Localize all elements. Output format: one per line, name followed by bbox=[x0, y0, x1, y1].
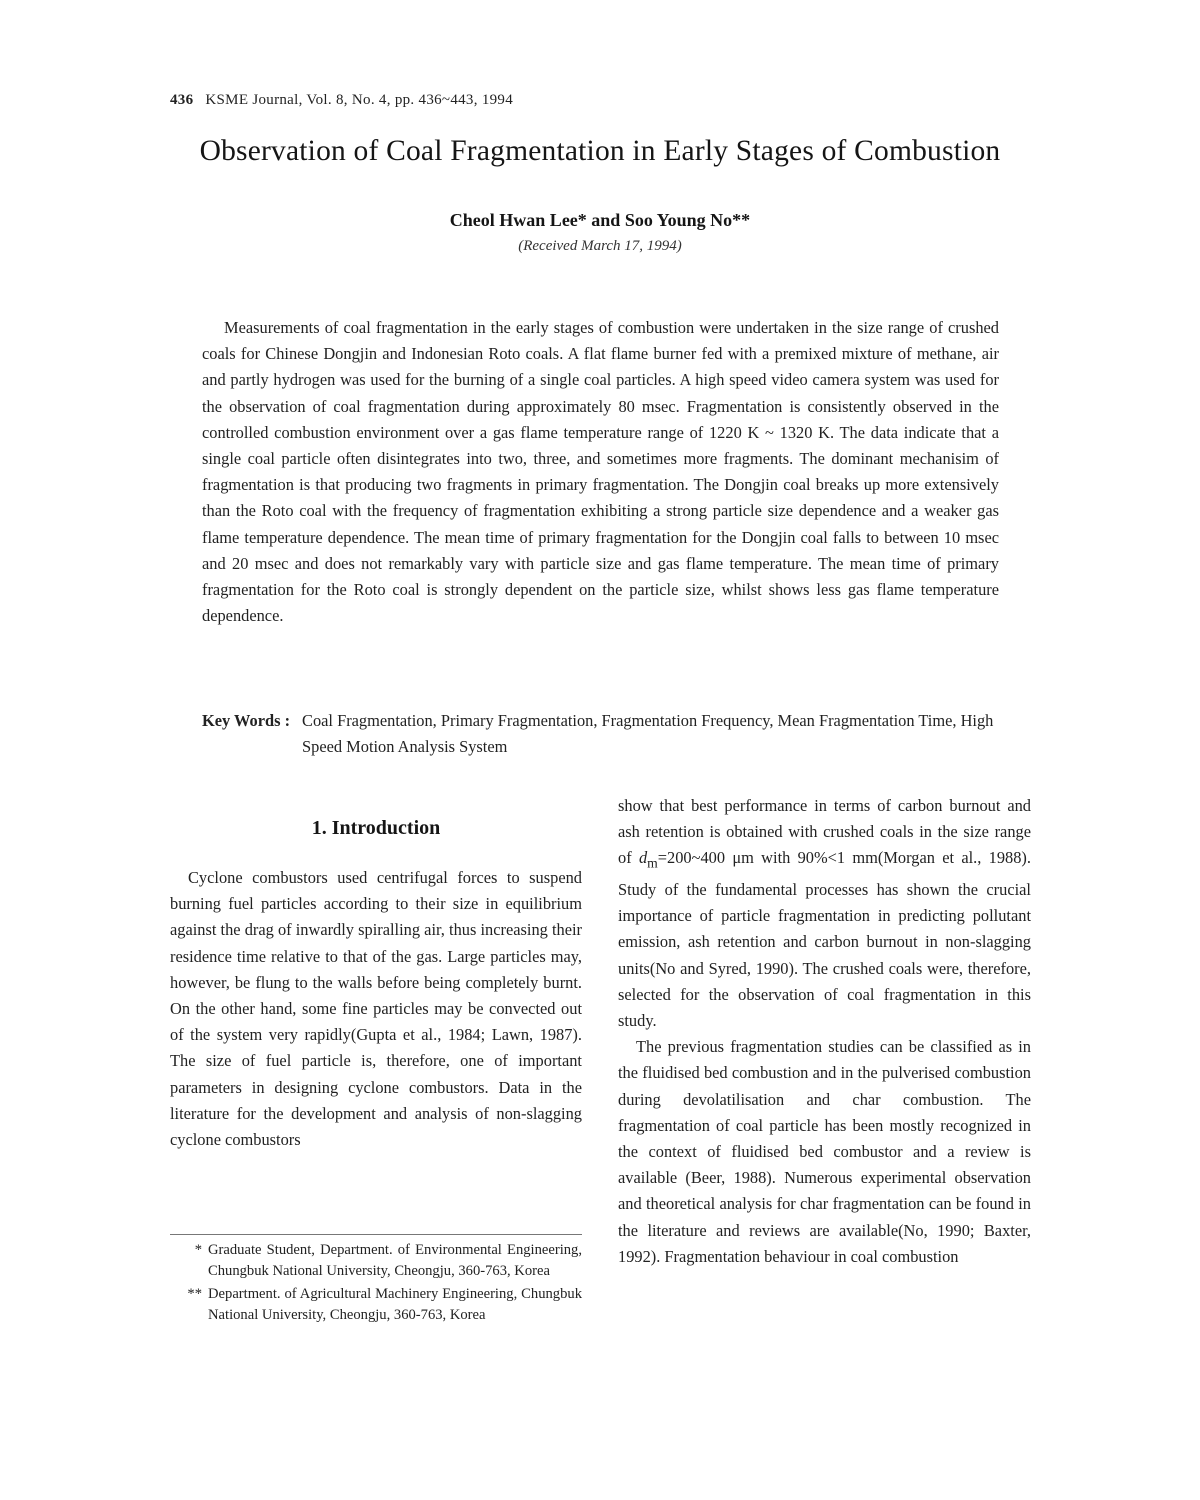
paragraph-text: show that best performance in terms of carbon burnout and ash retention is obtained with crushed coals in the size range of bbox=[618, 796, 1031, 868]
formula-subscript: m bbox=[647, 855, 658, 871]
formula-range: =200~400 μm bbox=[657, 848, 754, 868]
keywords-text: Coal Fragmentation, Primary Fragmentation, Fragmentation Frequency, Mean Fragmentation Time, High Speed Motion Analysis System bbox=[302, 711, 994, 757]
right-paragraph-1 bbox=[618, 793, 1031, 1034]
introduction-paragraph: Cyclone combustors used centrifugal forces to suspend burning fuel particles according to their size in equilibrium against the drag of inwardly spiralling air, thus increasing their residence time relative to that of the gas. Large particles may, however, be flung to the walls before being completely burnt. On the other hand, some fine particles may be convected out of the system very rapidly(Gupta et al., 1984; Lawn, 1987). The size of fuel particle is, therefore, one of important parameters in designing cyclone combustors. Data in the literature for the development and analysis of non-slagging cyclone combustors bbox=[170, 868, 582, 1150]
paragraph-text: with 90%<1 mm(Morgan et al., 1988). Study of the fundamental processes has shown the crucial importance of particle fragmentation in predicting pollutant emission, ash retention and carbon burnout in non-slagging units(No and Syred, 1990). The crushed coals were, therefore, selected for the observation of coal fragmentation in this study. bbox=[618, 848, 1031, 1030]
section-heading-introduction: 1. Introduction bbox=[311, 817, 441, 839]
keywords bbox=[202, 708, 999, 760]
footnote-mark: ** bbox=[187, 1286, 202, 1302]
right-column bbox=[618, 793, 1031, 1270]
footnote-2 bbox=[170, 1284, 582, 1325]
right-paragraph-2: The previous fragmentation studies can be classified as in the fluidised bed combustion and in the pulverised combustion during devolatilisation and char combustion. The fragmentation of coal particle has been mostly recognized in the context of fluidised bed combustor and a review is available (Beer, 1988). Numerous experimental observation and theoretical analysis for char fragmentation can be found in the literature and reviews are available(No, 1990; Baxter, 1992). Fragmentation behaviour in coal combustion bbox=[618, 1037, 1031, 1266]
footnote-mark: * bbox=[194, 1242, 202, 1258]
authors: Cheol Hwan Lee* and Soo Young No** bbox=[449, 210, 751, 230]
abstract: Measurements of coal fragmentation in the early stages of combustion were undertaken in the size range of crushed coals for Chinese Dongjin and Indonesian Roto coals. A flat flame burner fed with a premixed mixture of methane, air and partly hydrogen was used for the burning of a single coal particles. A high speed video camera system was used for the observation of coal fragmentation during approximately 80 msec. Fragmentation is consistently observed in the controlled combustion environment over a gas flame temperature range of 1220 K ~ 1320 K. The data indicate that a single coal particle often disintegrates into two, three, and sometimes more fragments. The dominant mechanisim of fragmentation is that producing two fragments in primary fragmentation. The Dongjin coal breaks up more extensively than the Roto coal with the frequency of fragmentation exhibiting a strong particle size dependence and a weaker gas flame temperature dependence. The mean time of primary fragmentation for the Dongjin coal falls to between 10 msec and 20 msec and does not remarkably vary with particle size and gas flame temperature. The mean time of primary fragmentation for the Roto coal is strongly dependent on the particle size, whilst shows less gas flame temperature dependence. bbox=[202, 318, 999, 626]
running-header bbox=[170, 92, 513, 109]
page-number: 436 bbox=[170, 92, 194, 108]
footnote-divider bbox=[170, 1234, 582, 1235]
footnote-text: Department. of Agricultural Machinery Engineering, Chungbuk National University, Cheongju, 360-763, Korea bbox=[208, 1286, 582, 1323]
left-column bbox=[170, 795, 582, 1153]
keywords-label: Key Words : bbox=[202, 711, 291, 730]
footnote-text: Graduate Student, Department. of Environmental Engineering, Chungbuk National University, Cheongju, 360-763, Korea bbox=[208, 1242, 582, 1279]
paper-title: Observation of Coal Fragmentation in Early Stages of Combustion bbox=[199, 135, 1001, 167]
journal-citation: KSME Journal, Vol. 8, No. 4, pp. 436~443, 1994 bbox=[205, 92, 514, 108]
footnote-1 bbox=[170, 1240, 582, 1281]
footnotes bbox=[170, 1240, 582, 1328]
formula-variable: d bbox=[638, 848, 648, 868]
received-date: (Received March 17, 1994) bbox=[518, 238, 682, 254]
